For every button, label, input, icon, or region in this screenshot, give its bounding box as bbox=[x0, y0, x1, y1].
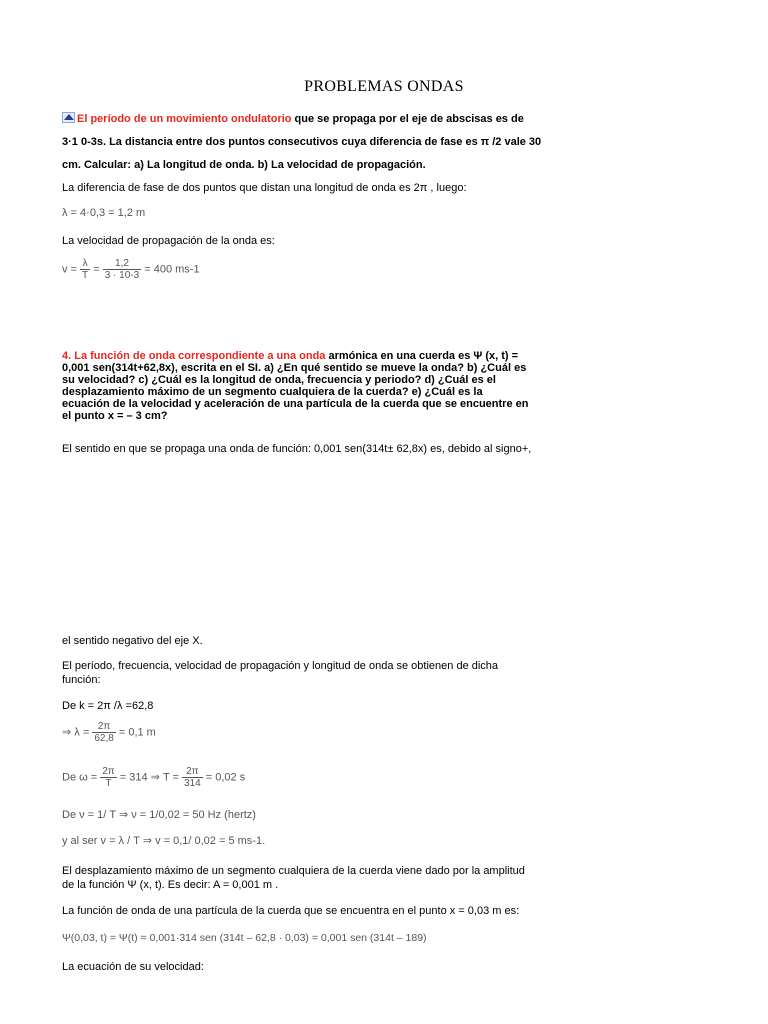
frac-num: 2π bbox=[182, 766, 203, 778]
fraction-period bbox=[182, 766, 203, 789]
equation-velocity bbox=[62, 258, 200, 281]
equation-particle-wave: Ψ(0,03, t) = Ψ(t) = 0,001·314 sen (314t – 62,8 · 0,03) = 0,001 sen (314t – 189) bbox=[62, 932, 427, 944]
paragraph-amplitude: El desplazamiento máximo de un segmento cualquiera de la cuerda viene dado por la amplitud de la función Ψ (x, t). Es decir: A = 0,001 m . bbox=[62, 865, 525, 891]
problem-1-text: que se propaga por el eje de abscisas es de bbox=[291, 113, 524, 125]
paragraph-velocity: La velocidad de propagación de la onda es: bbox=[62, 235, 275, 247]
eq2-rhs: = 400 ms-1 bbox=[144, 263, 200, 276]
problem-4-statement bbox=[62, 350, 532, 422]
frac-den: 314 bbox=[184, 778, 201, 789]
eq3-lhs: ⇒ λ = bbox=[62, 726, 90, 739]
fraction-2pi-k bbox=[92, 721, 115, 744]
eq4-mid: = 314 ⇒ T = bbox=[119, 771, 179, 784]
frac-den: T bbox=[82, 270, 89, 281]
frac-num: λ bbox=[80, 258, 90, 270]
problem-1-line2: 3·1 0-3s. La distancia entre dos puntos consecutivos cuya diferencia de fase es π /2 vale 30 bbox=[62, 136, 542, 148]
frac-den: 3 · 10-3 bbox=[104, 270, 140, 281]
scroll-up-icon[interactable] bbox=[62, 112, 75, 123]
paragraph-period-frequency: El período, frecuencia, velocidad de propagación y longitud de onda se obtienen de dicha función: bbox=[62, 660, 499, 686]
problem-4-text: armónica en una cuerda es Ψ (x, t) = 0,001 sen(314t+62,8x), escrita en el SI. a) ¿En qué sentido se mueve la onda? b) ¿Cuál es su velocidad? c) ¿Cuál es la longitud de onda, frecuencia y periodo? d) ¿Cuál es el desplazamiento máximo de un segmento cualquiera de la cuerda? e) ¿Cuál es la ecuación de la velocidad y aceleración de una partícula de la cuerda que se encuentre en el punto x = – 3 cm? bbox=[62, 350, 529, 422]
fraction-omega bbox=[100, 766, 116, 789]
equation-lambda bbox=[62, 721, 156, 744]
fraction-values bbox=[103, 258, 141, 281]
paragraph-direction: El sentido en que se propaga una onda de función: 0,001 sen(314t± 62,8x) es, debido al signo+, bbox=[62, 443, 532, 455]
frac-den: 62,8 bbox=[94, 733, 114, 744]
frac-num: 2π bbox=[92, 721, 115, 733]
eq4-lhs: De ω = bbox=[62, 771, 98, 784]
equation-wavelength: λ = 4·0,3 = 1,2 m bbox=[62, 207, 146, 219]
paragraph-particle: La función de onda de una partícula de la cuerda que se encuentra en el punto x = 0,03 m es: bbox=[62, 905, 520, 917]
eq2-equals: = bbox=[93, 263, 100, 276]
frac-num: 2π bbox=[102, 766, 115, 777]
paragraph-phase: La diferencia de fase de dos puntos que distan una longitud de onda es 2π , luego: bbox=[62, 182, 467, 194]
problem-4-number: 4. bbox=[62, 350, 75, 362]
paragraph-negative-axis: el sentido negativo del eje X. bbox=[62, 635, 203, 647]
eq2-lhs: v = bbox=[62, 263, 77, 276]
eq4-rhs: = 0,02 s bbox=[205, 771, 246, 784]
paragraph-velocity-equation: La ecuación de su velocidad: bbox=[62, 961, 204, 973]
problem-1-statement bbox=[62, 108, 542, 177]
equation-period bbox=[62, 766, 245, 789]
equation-speed: y al ser v = λ / T ⇒ v = 0,1/ 0,02 = 5 ms-1. bbox=[62, 835, 266, 847]
eq3-rhs: = 0,1 m bbox=[118, 726, 156, 739]
equation-frequency: De ν = 1/ T ⇒ ν = 1/0,02 = 50 Hz (hertz) bbox=[62, 809, 256, 821]
problem-4-link[interactable]: La función de onda correspondiente a una onda bbox=[74, 350, 326, 362]
fraction-lambda-t bbox=[80, 258, 90, 281]
problem-1-link[interactable]: El período de un movimiento ondulatorio bbox=[77, 113, 292, 125]
frac-num: 1,2 bbox=[103, 258, 141, 270]
problem-1-line3: cm. Calcular: a) La longitud de onda. b) La velocidad de propagación. bbox=[62, 159, 426, 171]
frac-den: T bbox=[105, 778, 112, 789]
page-title: PROBLEMAS ONDAS bbox=[304, 78, 464, 95]
paragraph-k: De k = 2π /λ =62,8 bbox=[62, 700, 154, 712]
